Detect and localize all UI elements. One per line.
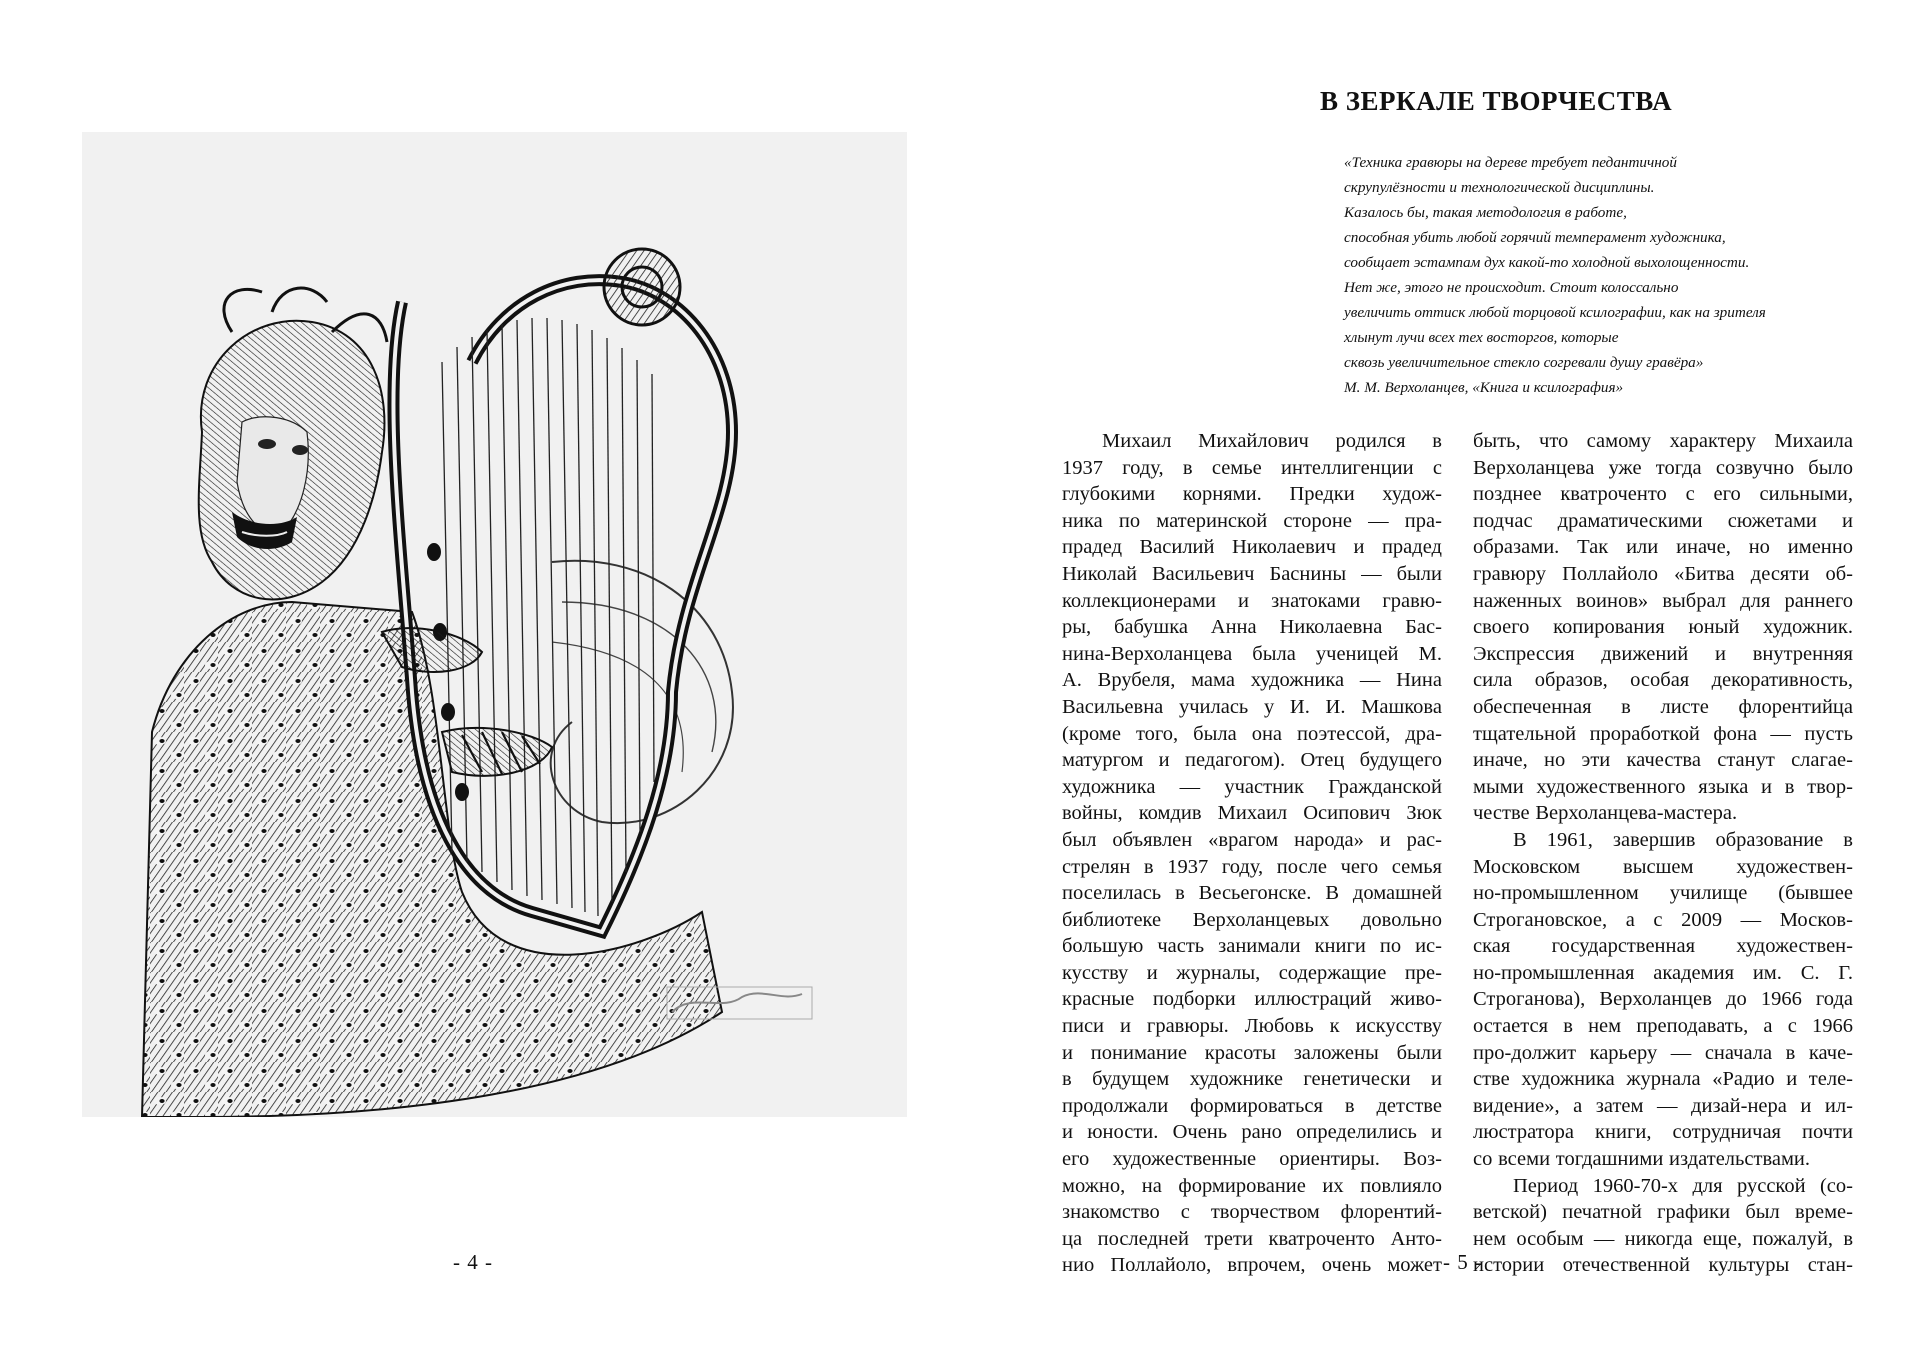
body-text-line: в будущем художнике генетически и <box>1062 1068 1442 1091</box>
body-text-line: наженных воинов» выбрал для раннего <box>1473 589 1853 612</box>
body-text-line: А. Врубеля, мама художника — Нина <box>1062 669 1442 692</box>
body-text-line: своего копирования юный художник. <box>1473 616 1853 639</box>
body-text-line: прадед Василий Николаевич и прадед <box>1062 536 1442 559</box>
body-text-line: но-промышленном училище (бывшее <box>1473 882 1853 905</box>
body-text-line: глубокими корнями. Предки худож- <box>1062 483 1442 506</box>
body-text-line: Строганова), Верхоланцев до 1966 года <box>1473 988 1853 1011</box>
body-column-right <box>1473 428 1853 1279</box>
body-text-line: был объявлен «врагом народа» и рас- <box>1062 828 1442 851</box>
body-text-line: (кроме того, была она поэтессой, дра- <box>1062 722 1442 745</box>
body-text-line: ника по материнской стороне — пра- <box>1062 509 1442 532</box>
body-column-left <box>1062 428 1442 1279</box>
body-text-line: матургом и педагогом). Отец будущего <box>1062 749 1442 772</box>
body-text-line: продолжали формироваться в детстве <box>1062 1094 1442 1117</box>
body-text-line: иначе, но эти качества станут слагае- <box>1473 749 1853 772</box>
body-text-line: гравюру Поллайоло «Битва десяти об- <box>1473 562 1853 585</box>
body-text-line: войны, комдив Михаил Осипович Зюк <box>1062 802 1442 825</box>
body-text-line: быть, что самому характеру Михаила <box>1473 430 1853 452</box>
body-text-line: Московском высшем художествен- <box>1473 855 1853 878</box>
page-number-left: - 4 - <box>453 1250 493 1274</box>
body-text-line: красные подборки иллюстраций живо- <box>1062 988 1442 1011</box>
body-text-line: тщательной проработкой фона — пусть <box>1473 722 1853 745</box>
body-text-line: люстратора книги, сотрудничая почти <box>1473 1121 1853 1144</box>
body-text-line: честве Верхоланцева-мастера. <box>1473 802 1738 825</box>
body-text-line: и юности. Очень рано определились и <box>1062 1121 1442 1144</box>
body-text-line: библиотеке Верхоланцевых довольно <box>1062 908 1442 931</box>
body-text-line: остается в нем преподавать, а с 1966 <box>1473 1015 1853 1038</box>
chapter-title: В ЗЕРКАЛЕ ТВОРЧЕСТВА <box>1320 86 1673 116</box>
body-text-line: знакомство с творчеством флорентий- <box>1062 1201 1442 1224</box>
body-text-line: Михаил Михайлович родился в <box>1102 430 1442 452</box>
body-text-line: В 1961, завершив образование в <box>1513 828 1853 851</box>
body-text-line: Верхоланцева уже тогда созвучно было <box>1473 456 1853 479</box>
body-text-line: стрелян в 1937 году, после чего семья <box>1062 855 1442 878</box>
page-number-right: - 5 - <box>1443 1250 1483 1274</box>
body-text-line: художника — участник Гражданской <box>1062 775 1442 798</box>
body-text-line: со всеми тогдашними издательствами. <box>1473 1148 1811 1171</box>
body-text-line: и понимание красоты заложены были <box>1062 1041 1442 1064</box>
body-text-line: сила образов, особая декоративность, <box>1473 669 1853 692</box>
body-text-line: нем особым — никогда еще, пожалуй, в <box>1473 1227 1853 1250</box>
body-text-line: ская государственная художествен- <box>1473 935 1853 958</box>
body-text-line: Строгановское, а с 2009 — Москов- <box>1473 908 1853 931</box>
body-text-line: Васильевна училась у И. И. Машкова <box>1062 695 1442 718</box>
body-text-line: ры, бабушка Анна Николаевна Бас- <box>1062 616 1442 639</box>
body-text-line: большую часть занимали книги по ис- <box>1062 935 1442 958</box>
body-text-line: про-должит карьеру — сначала в каче- <box>1473 1041 1853 1064</box>
epigraph-line: хлынут лучи всех тех восторгов, которые <box>1344 329 1619 346</box>
body-text-line: видение», а затем — дизай-нера и ил- <box>1473 1094 1853 1117</box>
body-text-line: Николай Васильевич Баснины — были <box>1062 562 1442 585</box>
body-text-line: обеспеченная в листе флорентийца <box>1473 695 1853 718</box>
harpist-engraving-drawing <box>82 132 907 1117</box>
epigraph-line: сквозь увеличительное стекло согревали душу гравёра» <box>1344 354 1704 371</box>
body-text-line: коллекционерами и знатоками гравю- <box>1062 589 1442 612</box>
body-text-line: поселилась в Весьегонске. В домашней <box>1062 882 1442 905</box>
body-text-line: истории отечественной культуры стан- <box>1473 1254 1853 1277</box>
page-right <box>960 0 1920 1357</box>
body-text-line: его художественные ориентиры. Воз- <box>1062 1148 1442 1171</box>
body-text-line: образами. Так или иначе, но именно <box>1473 536 1853 559</box>
body-text-line: нина-Верхоланцева была ученицей М. <box>1062 642 1442 665</box>
epigraph <box>1344 150 1904 400</box>
body-text-line: Экспрессия движений и внутренняя <box>1473 642 1853 665</box>
body-text-line: ветской) печатной графики был време- <box>1473 1201 1853 1224</box>
body-text-line: стве художника журнала «Радио и теле- <box>1473 1068 1853 1091</box>
body-text-line: 1937 году, в семье интеллигенции с <box>1062 456 1442 479</box>
epigraph-line: сообщает эстампам дух какой-то холодной выхолощенности. <box>1344 254 1750 271</box>
body-text-line: кусству и журналы, содержащие пре- <box>1062 961 1442 984</box>
body-text-line: позднее кватроченто с его сильными, <box>1473 483 1853 506</box>
epigraph-line: способная убить любой горячий темперамент художника, <box>1344 229 1726 246</box>
epigraph-line: Нет же, этого не происходит. Стоит колоссально <box>1344 279 1679 296</box>
epigraph-line: увеличить оттиск любой торцовой ксилографии, как на зрителя <box>1344 304 1766 321</box>
engraving-illustration <box>82 132 907 1117</box>
body-text-line: нио Поллайоло, впрочем, очень может <box>1062 1254 1442 1277</box>
body-text-line: мыми художественного языка и в твор- <box>1473 775 1853 798</box>
body-text-line: Период 1960-70-х для русской (со- <box>1513 1174 1853 1197</box>
body-text-line: но-промышленная академия им. С. Г. <box>1473 961 1853 984</box>
epigraph-line: скрупулёзности и технологической дисциплины. <box>1344 179 1655 196</box>
body-text-line: писи и гравюры. Любовь к искусству <box>1062 1015 1442 1038</box>
body-text-line: подчас драматическими сюжетами и <box>1473 509 1853 532</box>
epigraph-line: Казалось бы, такая методология в работе, <box>1344 204 1627 221</box>
body-text-line: можно, на формирование их повлияло <box>1062 1174 1442 1197</box>
epigraph-attribution: М. М. Верхоланцев, «Книга и ксилография» <box>1344 379 1624 396</box>
epigraph-line: «Техника гравюры на дереве требует педантичной <box>1344 154 1677 171</box>
body-text-line: ца последней трети кватроченто Анто- <box>1062 1227 1442 1250</box>
